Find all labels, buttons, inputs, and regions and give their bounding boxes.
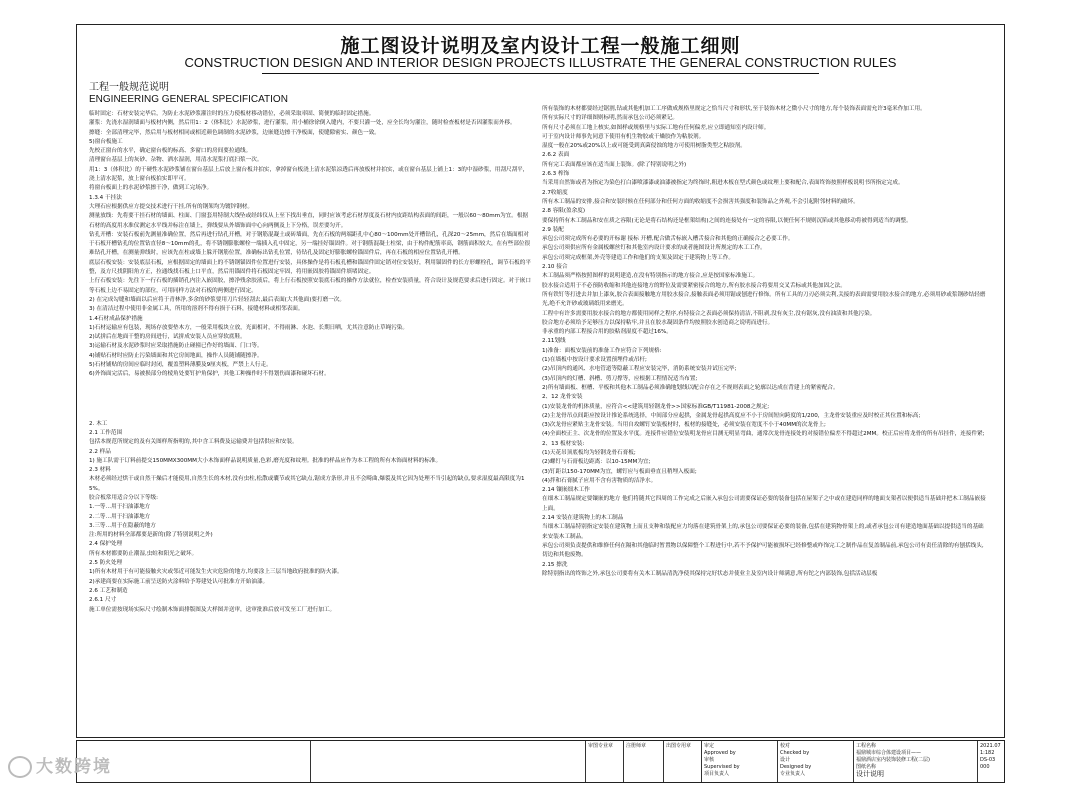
paragraph: 2.二等…用于扫油漆地方 <box>89 513 151 520</box>
tb-stamp-issue: 出图专用章 <box>663 741 703 782</box>
paragraph: 要保持所有木工制品和安在质之容限(无论是将石结构还是框架结构)之间的连接处有一定的容限,以便任何不规则沉陷或其他移动将被得到适当的调整。 <box>542 217 912 224</box>
paragraph: 2.6 工艺和制造 <box>89 587 128 594</box>
paragraph: 1.一等…用于扫油漆地方 <box>89 504 151 511</box>
paragraph: 2.6.2 表面 <box>542 152 570 159</box>
paragraph: (3)次龙骨应紧贴主龙骨安装。当用自攻螺钉安装板材时，板材的接缝处，必须安装在宽度不小于40MM的次龙骨上; <box>542 422 826 429</box>
paragraph: 胶合地方必须给予足够压力以保持粘牢,并且在胶水凝固条件均按照胶水创造商之说明而进行。 <box>542 319 774 326</box>
tb-stamp-review: 审图专业章 <box>585 741 625 782</box>
paragraph: (4)全面校正主、次龙骨的位置及水平度。连接件应错位安装明龙骨应目测无明显弯曲，通常次龙骨连接处的对接错位偏差不得超过2MM。校正后应将龙骨的所有吊挂件，连接件紧; <box>542 431 985 438</box>
page-title: 施工图设计说明及室内设计工程一般施工细则 <box>340 35 741 57</box>
paragraph: 2.11划线 <box>542 338 566 345</box>
tb-meta: 2021.07 1:182 DS-03 000 <box>977 741 1005 782</box>
paragraph: 所有木工制品的安排,接合和安装时候在任何部分和任何方面的收缩度不会损害其强度和装饰品之外观,不会引起附邻材料的破坏。 <box>542 198 859 205</box>
paragraph: (3)钉距以150-170MM为宜，螺钉应与板面垂直且稍埋入板面; <box>542 468 697 475</box>
paragraph: 2.10 接合 <box>542 264 568 271</box>
paragraph: 5)窗台板施工 <box>89 138 123 145</box>
paragraph: 6)外饰面完活后，易被损部分的棱角处要钉护角保护，其他工种操作时不得划伤面漆和碰坏石材。 <box>89 371 330 378</box>
left-column <box>89 81 533 739</box>
paragraph: 承包公司须供应所有金属板螺丝钉和其他室内设计要求的或者施图设计所规定的木工工作。 <box>542 245 766 252</box>
paragraph: 2.4 保护处理 <box>89 541 123 548</box>
paragraph: 所有完工表面都应该在适当面上装饰。(除了特别说明之外) <box>542 161 687 168</box>
paragraph: 测量放线：先将要干挂石材的墙面、柱面、门窗套用特制大线坠或经纬仪从上至下找出垂直，同时应该考虑石材厚度及石材内皮距结构表面的间距，一般以60～80mm为宜。根据石材的高度用水准仪测定水平线并标注在墙上，弹线要从外墙饰面中心向两侧及上下分格，误差要匀开。 <box>89 213 529 229</box>
paragraph: 2.5 防火处理 <box>89 560 123 567</box>
paragraph: 1.3.4 干挂法 <box>89 194 122 201</box>
paragraph: 2.14 镶嵌细木工作 <box>542 487 590 494</box>
tb-check: 校对 Checked by 设计 Designed by 专业负责人 <box>777 741 853 782</box>
paragraph: 大理石应根据供应方提交技术进行干挂,所有的钢架均为镀锌钢材。 <box>89 203 253 210</box>
paragraph: 2、12 龙骨安装 <box>542 394 583 401</box>
paragraph: 2.14 安装在建筑物上的木工制品 <box>542 515 624 522</box>
paragraph: 2) 在完成勾缝和墙面以后应将于青林净,多余的砂浆要用刀片轻轻刮去,最后表面(大其他面)要打磨一次。 <box>89 296 345 303</box>
paragraph: 2.1 工作范围 <box>89 429 123 436</box>
left-paragraph-list <box>89 110 533 615</box>
paragraph: 2. 木工 <box>89 420 108 427</box>
paragraph: 胶水接合适用于不必预防收缩和其他连接地方的野位及需要紧密接合的地方,所有胶水接合将要用交叉舌标或其他加固之法。 <box>542 282 846 289</box>
paragraph: 2.2 样品 <box>89 448 111 455</box>
paragraph: 3)运输石材及水泥砂浆时应采取措施防止碰撞已作好的墙面、门口等。 <box>89 343 263 350</box>
paragraph: 1)石材运输应有包装，现场存放要垫木方，一般采用板块立放，光面相对，不得雨淋、水泡、长期日晒，尤其注意防止草绳污染。 <box>89 324 408 331</box>
paragraph: 胶合板常用适合分以下等级: <box>89 494 159 501</box>
watermark-logo-icon <box>8 756 32 778</box>
paragraph: 2.7收缩度 <box>542 189 568 196</box>
paragraph: 2)试拼后在地面干整的房间进行，试拼成安装人员应穿软底鞋。 <box>89 334 246 341</box>
paragraph: 用1：3（体积比）的干硬性水泥砂浆铺在窗台基层上后放上窗台板并拍实，拿掉窗台板浇上清水泥浆凉透后再放板材并拍实，或在窗台基层上铺上1：3的中湿砂浆，用刮尺刮平，浇上清水泥浆，放上窗台板拍实即平可。 <box>89 166 529 183</box>
paragraph: 临时固定：石材安装完毕后，为防止水泥砂浆灌注时的压力使板材移动错位，必须采取率固、简便的临时固定措施。 <box>89 111 375 117</box>
paragraph: 2.3 材料 <box>89 467 111 474</box>
paragraph: 2.6.3 榨饰 <box>542 171 570 178</box>
paragraph: 除特别指出的终饰之外,承包公司要将有关木工制品清洗净使其保持完好状态并使业主及室内设计师满意,所有铊之内部装饰,包括活动层板 <box>542 570 878 577</box>
paragraph: 清理窗台基层上的灰砂、杂物、洒水湿润，用清水泥浆打底扫浆一次。 <box>89 157 263 164</box>
paragraph: 2.8 容限(盈余度) <box>542 208 586 215</box>
paragraph: 当采用自然饰或者为指定为染色打白漆喷漆漆或油漆被指定为终饰时,粗进木板在型式颜色或纹理上要和配合,表面终饰按照样板说明书所指定完成。 <box>542 180 904 187</box>
paragraph: 施工单位需按现场实际尺寸绘制木饰面排版图及大样图并送审，送审批准后放可发至工厂进行加工。 <box>89 606 336 613</box>
paragraph: 所有尺寸必须在工地上核实,如图样或规格里与实际工地有任何偏差,应立即通知室内设计师。 <box>542 124 770 131</box>
paragraph: 注:所用的材料全部都要是新的(除了特别说明之外) <box>89 532 213 539</box>
paragraph: 1)准备：面板安装前的准备工作应符合下列规格: <box>542 347 662 354</box>
paragraph: 工程中有许多需要用胶水接合的地方都使用同样之程序,有特接合之表面必须保持清洁,不阻剥,没有灰尘,没有锯灰,没有油渍和其他污染。 <box>542 310 876 317</box>
paragraph: 可于室内设计师事先同意下使用有机生物胶或干燥胶作为粘胶剂。 <box>542 133 705 140</box>
paragraph: 2)所有墙面板、框槽、平板和其他木工制品必须准确地划线以配合存在之不规则表面之轮廓以达成在背建上的紧密配合。 <box>542 384 839 391</box>
drawing-sheet <box>76 24 1005 738</box>
paragraph: 将窗台板面上的水泥砂浆擦干净，做到工完场净。 <box>89 185 213 192</box>
paragraph: 2、13 板材安装: <box>542 440 585 447</box>
paragraph: 1) 施工队需于订料前提交150MMX300MM大小木饰面样品说明质量,色彩,磨光度和纹理。批准的样品应作为本工程的所有木饰面材料的标准。 <box>89 457 442 464</box>
title-underline <box>262 73 819 74</box>
paragraph: 1.4石材成品保护措施 <box>89 315 143 322</box>
paragraph: (1)天花吊顶底板均为轻钢龙骨石膏板; <box>542 449 636 456</box>
paragraph: 所有实际尺寸的详细图则标明,然而承包公司必须紧记。 <box>542 115 679 122</box>
paragraph <box>89 396 533 404</box>
right-column <box>542 105 986 745</box>
paragraph: 木材必须经过烘干或自然干燥后才能使用,自然生长的木材,没有虫柱,松散或囊节或其它缺点,锯成方条形,并且不会畸曲,爆裂及其它因为处理不当引起的缺点,要求湿度最高限度为15%。 <box>89 476 525 492</box>
right-paragraph-list <box>542 105 986 579</box>
paragraph: 承包公司须完成框架,外壳等建造工作和他们的支架及固定于建筑物上等工作。 <box>542 254 734 261</box>
paragraph: 所有铁钉等打进去并加上漆灰,胶合表面接触地方用胶水接合,接触表面必须用锯或刨进行修饰。所有工具的刀刃必须尖利,关接的表面需要用胶水接合的地方,必须用砂或浆钢砂结轻磨光,绝不允许砂或玻璃纸用来磨光。 <box>542 291 986 308</box>
paragraph: (1)在墙板中按设计要求设置预埋件或吊杆; <box>542 357 647 364</box>
paragraph: 3.三等…用于在隐蔽的地方 <box>89 522 156 529</box>
tb-project: 工程名称 福鼎城市综合体建设项目—— 福鼎酒店室内装饰装修工程(二层) 图纸名称 设计说明 <box>853 741 977 782</box>
paragraph: (2)主龙骨吊点间距应按设计推论系统选择，中间部分应起拱，金属龙骨起拱高度应不小于房间短向跨度的1/200，主龙骨安装重应及时校正其位置和标高; <box>542 412 921 419</box>
title-block <box>76 740 1005 783</box>
tb-stamp-registered: 注册师章 <box>623 741 663 782</box>
paragraph: (2)吊顶内的通风、水电管道等隐蔽工程应安装完毕，消防系统安装并试压完毕; <box>542 366 737 373</box>
paragraph: 灌浆：先浇水湿润墙面与板材内侧，然后用1：2（体积比）水泥砂浆，进行灌浆，用小桶徐徐倒入缝内，不要只灌一处，应全长均匀灌注，随时检查板材是否因灌浆而外移。 <box>89 120 516 127</box>
paragraph: 非承重的内部工程接合用的胶粘剂湿度不超过16%。 <box>542 329 672 336</box>
paragraph: 擦缝：全部清理完毕，然后用与板材相同或相近颜色调制的水泥砂浆，边嵌缝边擦干净板面，使缝隙密实、颜色一致。 <box>89 129 380 136</box>
paragraph: 承包公司须完成所有必要的开标谢 接标 开槽,配合做舌标嵌入槽舌接合和其他的正确接合之必要工作。 <box>542 236 794 243</box>
paragraph: 2.9 装配 <box>542 226 564 233</box>
paragraph: 在细木工制品规定要镶嵌的地方 他们将随其它四周的工作完成之后嵌入承包公司需要保证必要的装备包括在屋架子之中或在建造同样的地面支架者以便供适当基础并把木工制品嵌接上面。 <box>542 496 986 512</box>
paragraph: 承包公司须负责提供和维修任何在隔和其他临时暂置物以保障整个工程进行中,若不予保护可能被损坏已经修整或咋饰完工之制作品在复盖制品前,承包公司有责任清除的有刨括线头,切边和其他废物。 <box>542 542 984 559</box>
paragraph: 所有装饰的木材都要经过锯割,钻或其他机加工工序做成规格里规定之恰当尺寸和形状,至于装饰木材之微小尺寸的地方,每个装饰表面需允许3毫米作加工用。 <box>542 106 926 112</box>
paragraph: (3)吊顶内的灯槽、斜槽、剪刀撑等，应根据工程情况适当布置; <box>542 375 698 382</box>
paragraph: 3) 在清洁过程中使用非金属工具，所用的溶剂不得有损于石料，接缝材料或相邻表面。 <box>89 306 304 313</box>
page-subtitle: CONSTRUCTION DESIGN AND INTERIOR DESIGN PROJECTS ILLUSTRATE THE GENERAL CONSTRUCTION RULES <box>184 55 897 70</box>
paragraph: 先校正窗台的水平，确定窗台板的标高、多窗口的房间要拉通线。 <box>89 148 252 155</box>
paragraph: 当细木工制品特别指定安装在建筑物上而且支种和装配应力均落在建筑骨架上的,承包公司要保证必要的装备,包括在建筑物骨架上的,或者承包公司有建造地面基础以提供适当的基础来安装木工制品。 <box>542 524 984 540</box>
paragraph: 1)所有木材用于有可能接触火灾或邻近可能发生火灾危险的地方,均要涂上三层当地政府批准的防火漆。 <box>89 569 343 576</box>
paragraph: 包括本规范所规定的及有关图样所指明的,其中含工料费及运输费并包括供应和安装。 <box>89 439 298 446</box>
paragraph: 钻孔开槽：安装石板前先测量准确位置，然后再进行钻孔开槽，对于钢筋混凝土或砖墙面，先在石板的两端距孔中心80～100mm处开槽钻孔，孔深20～25mm，然后在墙面相对于石板开槽钻孔的位置钻直径8～10mm的孔，将不锈钢膨胀螺栓一端插入孔中固定，另一端挂好锚固件。对于钢筋混凝土柱梁，由于构件配筋率高，钢筋面积较大，在有些部位很难钻孔开槽，在测量弹线时，应该先在柱或墙上躲开钢筋位置，准确标出钻孔位置，待钻孔及固定好膨胀螺栓锚固件后，再在石板的相应位置钻孔开槽。 <box>89 231 531 257</box>
section-title: 工程一般规范说明 <box>89 82 169 93</box>
paragraph: (4)拌和石膏腻子应用不含有害物质的洁净水。 <box>542 477 657 484</box>
paragraph: 2.6.1 尺寸 <box>89 597 117 604</box>
paragraph: 上行石板安装：先往下一行石板的插销孔内注入嵌固胶，擦净残余胶液后，将上行石板按照安装底石板的操作方法就位，检查安装质量，符合设计及规范要求后进行固定。对于嵌口等石板上边不易固定的部位，可用同样方法对石板的两侧进行固定。 <box>89 278 531 294</box>
paragraph: (2)螺钉与石膏板边距离：以10-15MM为宜; <box>542 459 651 466</box>
paragraph: 4)铺贴石材时应防止污染墙面和其它房间地面，操作人员随铺随擦净。 <box>89 352 263 359</box>
paragraph: 湿度一般在20%或20%以上或可能受到真菌侵蚀的地方可使用树脂类型之粘胶剂。 <box>542 143 746 150</box>
section-title-en: ENGINEERING GENERAL SPECIFICATION <box>89 94 288 105</box>
paragraph: (1)安装龙骨的机体质量，应符合<<建筑用轻钢龙骨>>国家标准GB/T11981-2008之规定; <box>542 403 770 410</box>
tb-divider <box>310 741 315 782</box>
paragraph: 底层石板安装：安装底层石板，应根据固定的墙面上的不锈钢锚固件位置进行安装，具体操作是将石板孔槽和锚固件固定销对位安装好，利用锚固件的长方形螺栓孔，调节石板的平整，及方尺找阴阳角方正，拉通线找石板上口平直，然后用锚固件将石板固定牢固，将用嵌固胶将锚固件填堵固定。 <box>89 259 531 276</box>
paragraph: 5)石材铺贴的房间应临时封闭，覆盖塑料薄膜及9厘夹板，严禁上人行走。 <box>89 362 272 369</box>
paragraph: 所有木材都要防止潮湿,虫蛀和阳光之破坏。 <box>89 550 198 557</box>
watermark: 大数跨境 <box>8 752 112 778</box>
paragraph: 木工制品须严格按照图样的说明建造,在没有特别指示的地方接合,应是按国家标准施工。 <box>542 273 759 280</box>
tb-approval: 审定 Approved by 审核 Supervised by 项目负责人 <box>701 741 777 782</box>
paragraph: 2)承建商要在实际施工前呈送防火涂料给予筹建处认可批准方开始油漆。 <box>89 578 269 585</box>
paragraph: 2.15 擦洗 <box>542 561 568 568</box>
